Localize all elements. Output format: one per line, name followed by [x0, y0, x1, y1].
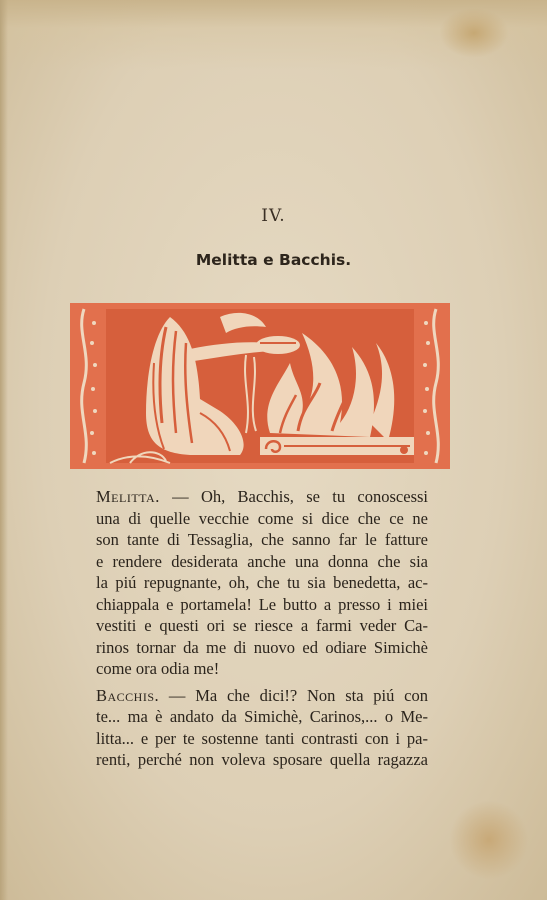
speaker-name: Melitta.	[96, 487, 160, 506]
paper-stain	[449, 800, 529, 880]
text-line: come ora odia me!	[96, 659, 220, 678]
paragraph-melitta	[96, 486, 428, 680]
text-line: vestiti e questi ori se riesce a farmi veder Ca-	[96, 616, 428, 635]
text-line: Melitta. — Oh, Bacchis, se tu conoscessi	[96, 487, 428, 506]
speaker-name: Bacchis.	[96, 685, 160, 705]
text-line: son tante di Tessaglia, che sanno far le fatture	[96, 530, 428, 549]
paragraph-bacchis	[96, 685, 428, 771]
woodcut-figure-with-flames-icon	[70, 303, 450, 469]
text-line: la piú repugnante, oh, che tu sia benedetta, ac-	[96, 573, 428, 592]
text-line: e rendere desiderata anche una donna che sia	[96, 551, 428, 571]
text-line: litta... e per te sostenne tanti contrasti con i pa-	[96, 728, 428, 748]
chapter-numeral: IV.	[261, 206, 286, 226]
body-text	[96, 486, 428, 771]
text-line: una di quelle vecchie come si dice che ce ne	[96, 508, 428, 528]
text-line: chiappala e portamela! Le butto a presso i miei	[96, 594, 428, 614]
text-line: renti, perché non voleva sposare quella ragazza	[96, 750, 428, 769]
chapter-title: Melitta e Bacchis.	[195, 251, 352, 269]
page-gutter	[0, 0, 8, 900]
text-line: te... ma è andato da Simichè, Carinos,... o Me-	[96, 707, 428, 726]
text-line: Bacchis. — Ma che dici!? Non sta piú con	[96, 685, 428, 705]
text-line: rinos tornar da me di nuovo ed odiare Simichè	[96, 637, 428, 657]
paper-stain	[439, 8, 509, 58]
